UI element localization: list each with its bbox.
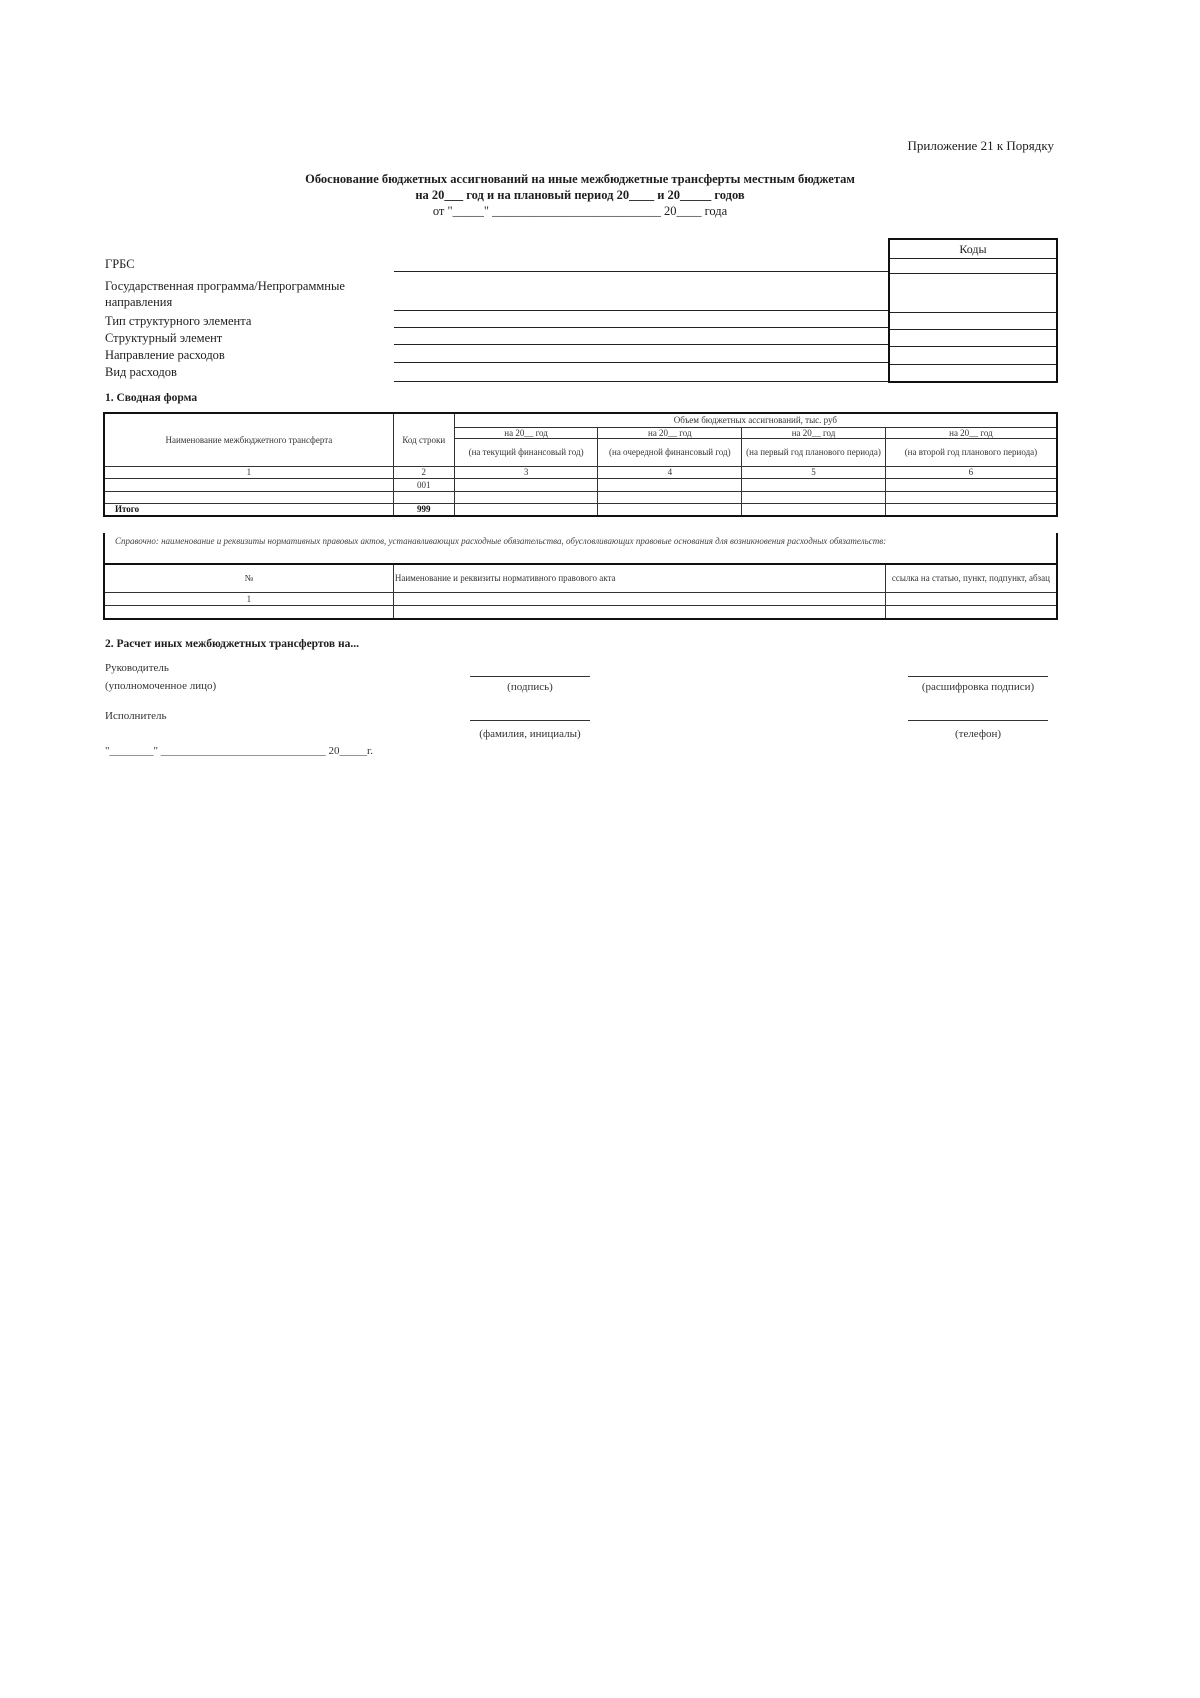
total-value[interactable] <box>742 503 886 516</box>
period-current: (на текущий финансовый год) <box>454 438 598 466</box>
ref-row-number: 1 <box>104 592 393 605</box>
table-row <box>104 491 1057 503</box>
col-number: 6 <box>885 466 1057 478</box>
field-element-line[interactable] <box>394 344 888 345</box>
cell-name[interactable] <box>104 491 393 503</box>
executor-label: Исполнитель <box>105 710 167 722</box>
ref-row-number[interactable] <box>104 605 393 619</box>
col-number: 4 <box>598 466 742 478</box>
total-label: Итого <box>104 503 393 516</box>
code-cell-program[interactable] <box>890 274 1056 313</box>
code-cell-grbs[interactable] <box>890 259 1056 274</box>
ref-row-act[interactable] <box>393 605 885 619</box>
head-label: Руководитель <box>105 662 169 674</box>
section1-title: 1. Сводная форма <box>105 392 198 404</box>
code-cell-kind[interactable] <box>890 365 1056 382</box>
year-label: на 20__ год <box>742 427 886 438</box>
field-kind-line[interactable] <box>394 381 888 382</box>
period-plan-2: (на второй год планового периода) <box>885 438 1057 466</box>
appendix-note: Приложение 21 к Порядку <box>907 138 1054 153</box>
signature-caption: (подпись) <box>507 681 553 693</box>
col-header-volume: Объем бюджетных ассигнований, тыс. руб <box>454 413 1057 427</box>
cell-value[interactable] <box>885 478 1057 491</box>
col-number: 1 <box>104 466 393 478</box>
cell-value[interactable] <box>598 491 742 503</box>
title-line-3: от "_____" ___________________________ 20____ года <box>432 204 728 218</box>
reference-table <box>103 563 1058 620</box>
year-label: на 20__ год <box>454 427 598 438</box>
cell-code[interactable] <box>393 491 454 503</box>
field-kind-label: Вид расходов <box>105 365 177 379</box>
cell-value[interactable] <box>598 478 742 491</box>
field-program-line[interactable] <box>394 310 888 311</box>
phone-caption: (телефон) <box>954 728 1002 740</box>
codes-box <box>888 238 1058 383</box>
col-number: 5 <box>742 466 886 478</box>
reference-note: Справочно: наименование и реквизиты нормативных правовых актов, устанавливающих расходные обязательства, обусловливающих правовые основания для возникновения расходных обязательств: <box>103 533 1058 563</box>
code-cell-element-type[interactable] <box>890 313 1056 330</box>
col-header-name: Наименование межбюджетного трансферта <box>104 413 393 466</box>
period-plan-1: (на первый год планового периода) <box>742 438 886 466</box>
col-header-code: Код строки <box>393 413 454 466</box>
executor-name-line[interactable] <box>470 720 590 721</box>
field-grbs-line[interactable] <box>394 271 888 272</box>
executor-phone-line[interactable] <box>908 720 1048 721</box>
code-cell-element[interactable] <box>890 330 1056 347</box>
total-value[interactable] <box>598 503 742 516</box>
table-row <box>104 478 1057 491</box>
field-program-label: Государственная программа/Непрограммные направления <box>105 279 345 309</box>
ref-col-number: № <box>104 564 393 592</box>
col-number: 3 <box>454 466 598 478</box>
head-decoding-line[interactable] <box>908 676 1048 677</box>
period-next: (на очередной финансовый год) <box>598 438 742 466</box>
field-element-type-line[interactable] <box>394 327 888 328</box>
cell-value[interactable] <box>885 491 1057 503</box>
cell-code: 001 <box>393 478 454 491</box>
field-direction-line[interactable] <box>394 362 888 363</box>
total-row <box>104 503 1057 516</box>
field-element-type-label: Тип структурного элемента <box>105 314 252 328</box>
field-element-label: Структурный элемент <box>105 331 223 345</box>
cell-name[interactable] <box>104 478 393 491</box>
year-label: на 20__ год <box>598 427 742 438</box>
section2-title: 2. Расчет иных межбюджетных трансфертов на... <box>105 638 359 650</box>
head-signature-line[interactable] <box>470 676 590 677</box>
title-line-1: Обоснование бюджетных ассигнований на иные межбюджетные трансферты местным бюджетам <box>305 172 855 186</box>
year-label: на 20__ год <box>885 427 1057 438</box>
codes-header: Коды <box>890 240 1056 259</box>
total-value[interactable] <box>454 503 598 516</box>
field-direction-label: Направление расходов <box>105 348 225 362</box>
head-sublabel: (уполномоченное лицо) <box>105 680 217 692</box>
cell-value[interactable] <box>454 478 598 491</box>
table-row <box>104 592 1057 605</box>
summary-table <box>103 412 1058 517</box>
cell-value[interactable] <box>742 491 886 503</box>
title-line-2: на 20___ год и на плановый период 20____ и 20_____ годов <box>415 188 745 202</box>
total-code: 999 <box>393 503 454 516</box>
ref-row-act[interactable] <box>393 592 885 605</box>
decoding-caption: (расшифровка подписи) <box>921 681 1035 693</box>
date-line[interactable]: "________" ______________________________ 20_____г. <box>105 745 374 757</box>
code-cell-direction[interactable] <box>890 347 1056 365</box>
ref-col-act: Наименование и реквизиты нормативного правового акта <box>393 564 885 592</box>
cell-value[interactable] <box>454 491 598 503</box>
field-grbs-label: ГРБС <box>105 257 135 271</box>
total-value[interactable] <box>885 503 1057 516</box>
col-number: 2 <box>393 466 454 478</box>
cell-value[interactable] <box>742 478 886 491</box>
ref-row-link[interactable] <box>885 592 1057 605</box>
name-caption: (фамилия, инициалы) <box>479 728 581 740</box>
table-row <box>104 605 1057 619</box>
ref-col-link: ссылка на статью, пункт, подпункт, абзац <box>885 564 1057 592</box>
document-title <box>260 171 900 219</box>
ref-row-link[interactable] <box>885 605 1057 619</box>
